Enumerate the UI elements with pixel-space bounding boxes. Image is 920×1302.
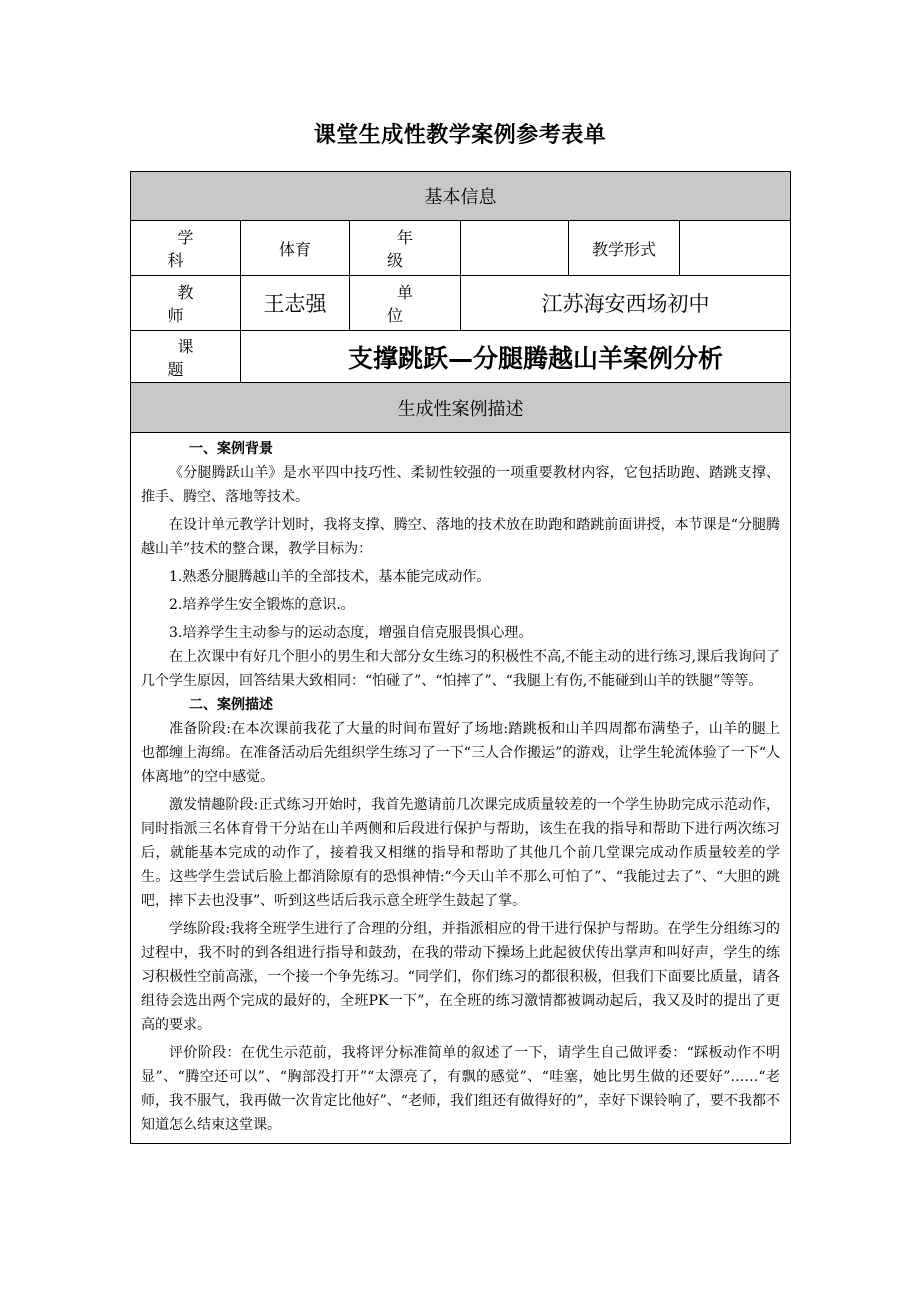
- paragraph: 准备阶段:在本次课前我花了大量的时间布置好了场地:踏跳板和山羊四周都布满垫子，山羊的腿上也都缠上海绵。在准备活动后先组织学生练习了一下“三人合作搬运”的游戏，让学生轮流体验了一下“人体离地”的空中感觉。: [141, 721, 781, 785]
- topic-value: 支撑跳跃—分腿腾越山羊案例分析: [241, 331, 791, 383]
- unit-label: 单 位: [350, 276, 461, 331]
- paragraph: 评价阶段：在优生示范前，我将评分标准简单的叙述了一下，请学生自己做评委：“踩板动作不明显”、“腾空还可以”、“胸部没打开”“太漂亮了，有飘的感觉”、“哇塞，她比男生做的还要好”……“老师，我不服气，我再做一次肯定比他好”、“老师，我们组还有做得好的”，幸好下课铃响了，要不我都不知道怎么结束这堂课。: [141, 1045, 781, 1133]
- teacher-value: 王志强: [241, 276, 350, 331]
- case-description-header: 生成性案例描述: [131, 383, 791, 433]
- teaching-format-value: [680, 221, 791, 276]
- case-description-body: [131, 433, 791, 1144]
- teacher-label: 教 师: [131, 276, 241, 331]
- teaching-format-label: 教学形式: [569, 221, 680, 276]
- section-description-title: 二、案例描述: [189, 697, 273, 713]
- paragraph: 在设计单元教学计划时，我将支撑、腾空、落地的技术放在助跑和踏跳前面讲授，本节课是“分腿腾越山羊”技术的整合课，教学目标为：: [141, 517, 781, 557]
- paragraph: 学练阶段:我将全班学生进行了合理的分组，并指派相应的骨干进行保护与帮助。在学生分组练习的过程中，我不时的到各组进行指导和鼓劲，在我的带动下操场上此起彼伏传出掌声和叫好声，学生的练习积极性空前高涨，一个接一个争先练习。“同学们，你们练习的都很积极，但我们下面要比质量，请各组待会选出两个完成的最好的，全班PK一下”，在全班的练习激情都被调动起后，我又及时的提出了更高的要求。: [141, 921, 781, 1033]
- paragraph: 在上次课中有好几个胆小的男生和大部分女生练习的积极性不高,不能主动的进行练习,课后我询问了几个学生原因，回答结果大致相同：“怕碰了”、“怕摔了”、“我腿上有伤,不能碰到山羊的铁腿”等等。: [141, 649, 781, 689]
- paragraph: 1.熟悉分腿腾越山羊的全部技术，基本能完成动作。: [169, 569, 491, 585]
- section-background-title: 一、案例背景: [189, 441, 273, 457]
- unit-value: 江苏海安西场初中: [461, 276, 791, 331]
- paragraph: 《分腿腾跃山羊》是水平四中技巧性、柔韧性较强的一项重要教材内容，它包括助跑、踏跳支撑、推手、腾空、落地等技术。: [141, 465, 781, 505]
- paragraph: 3.培养学生主动参与的运动态度，增强自信克服畏惧心理。: [169, 625, 533, 641]
- subject-value: 体育: [241, 221, 350, 276]
- page-title: 课堂生成性教学案例参考表单: [313, 123, 607, 148]
- paragraph: 2.培养学生安全锻炼的意识.。: [169, 597, 355, 613]
- grade-value: [461, 221, 569, 276]
- basic-info-header: 基本信息: [131, 172, 791, 221]
- grade-label: 年 级: [350, 221, 461, 276]
- topic-label: 课 题: [131, 331, 241, 383]
- paragraph: 激发情趣阶段:正式练习开始时，我首先邀请前几次课完成质量较差的一个学生协助完成示范动作，同时指派三名体育骨干分站在山羊两侧和后段进行保护与帮助，该生在我的指导和帮助下进行两次练习后，就能基本完成的动作了，接着我又相继的指导和帮助了其他几个前几堂课完成动作质量较差的学生。这些学生尝试后脸上都消除原有的恐惧神情:“今天山羊不那么可怕了”、“我能过去了”、“大胆的跳吧，摔下去也没事”、听到这些话后我示意全班学生鼓起了掌。: [141, 797, 781, 909]
- case-form-table: [130, 171, 791, 1144]
- subject-label: 学 科: [131, 221, 241, 276]
